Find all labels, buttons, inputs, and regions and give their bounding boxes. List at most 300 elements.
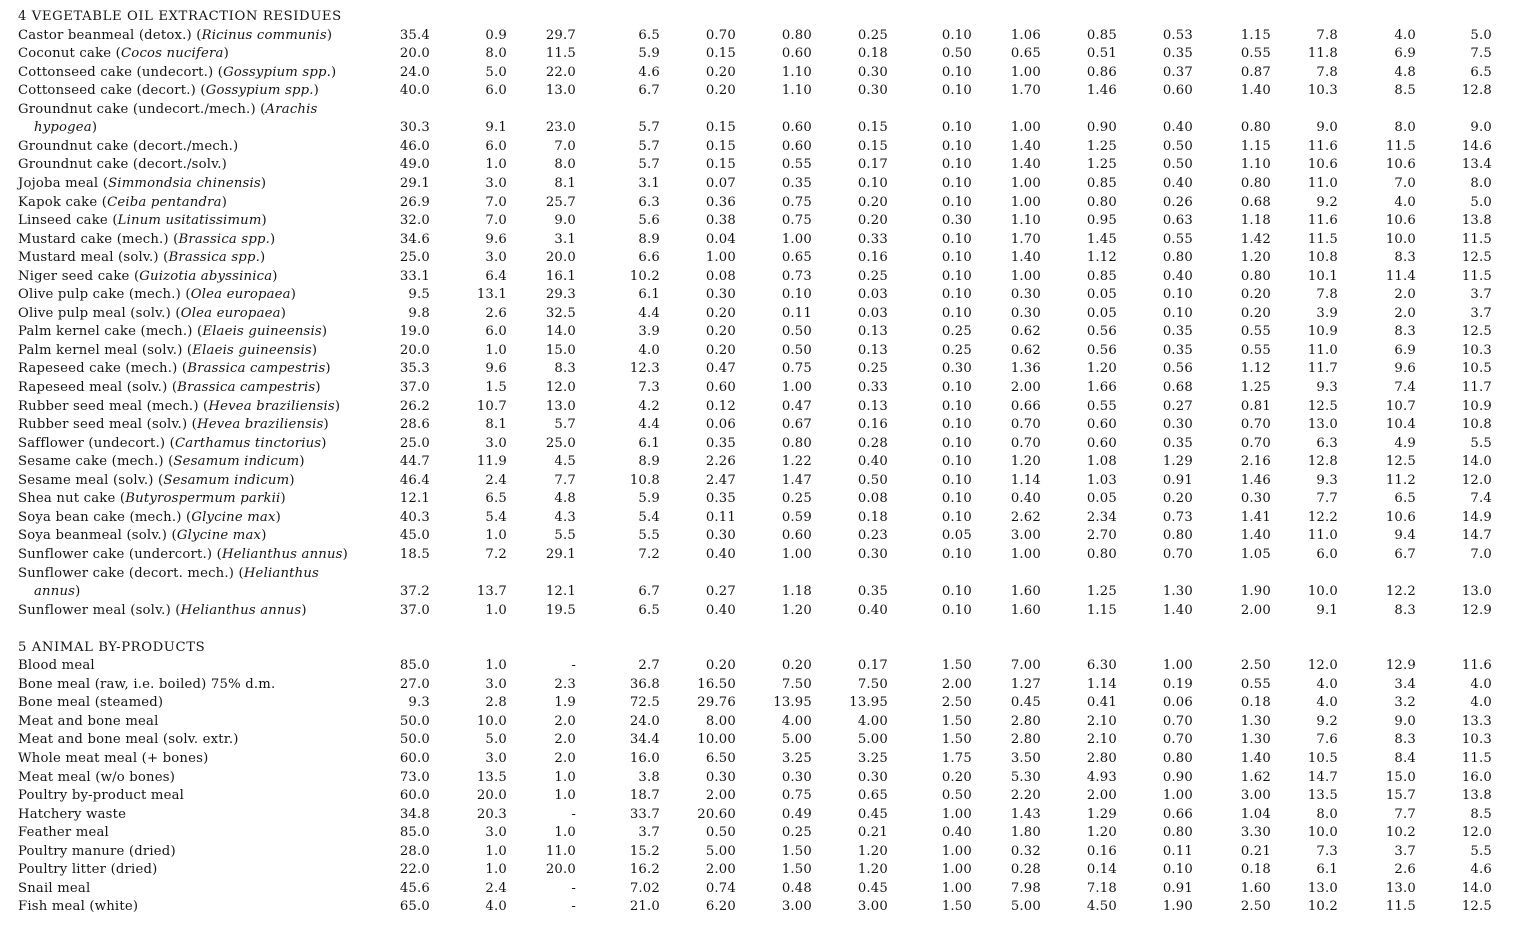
value-cell: 1.90	[1162, 899, 1193, 915]
table-row	[0, 898, 1521, 916]
value-cell: 0.59	[781, 509, 812, 525]
value-cell: 4.0	[1470, 676, 1492, 692]
value-cell: 1.15	[1086, 602, 1117, 618]
value-cell: 1.0	[485, 157, 507, 173]
value-cell: 1.15	[1240, 27, 1271, 43]
value-cell: 2.00	[1240, 602, 1271, 618]
value-cell: 0.15	[705, 157, 736, 173]
value-cell: 2.50	[941, 695, 972, 711]
value-cell: 0.36	[705, 194, 736, 210]
value-cell: 0.87	[1240, 64, 1271, 80]
value-cell: 4.4	[638, 305, 660, 321]
entry-name	[18, 175, 266, 193]
value-cell: 1.22	[781, 454, 812, 470]
value-cell: 5.00	[705, 843, 736, 859]
value-cell: 0.62	[1010, 324, 1041, 340]
value-cell: 6.1	[638, 435, 660, 451]
species-name: Helianthus annus	[180, 602, 302, 618]
species-name: Hevea braziliensis	[197, 417, 324, 433]
value-cell: 0.50	[1162, 157, 1193, 173]
value-cell: 7.2	[485, 546, 507, 562]
value-cell: 0.37	[1162, 64, 1193, 80]
value-cell: 20.0	[399, 46, 430, 62]
value-cell: 6.6	[638, 250, 660, 266]
value-cell: 2.00	[705, 862, 736, 878]
species-name: Linum usitatissimum	[117, 213, 262, 229]
value-cell: 37.0	[399, 380, 430, 395]
entry-text: Feather meal	[18, 825, 109, 841]
value-cell: 0.80	[1162, 528, 1193, 544]
table-row	[0, 861, 1521, 879]
section-heading	[0, 8, 1521, 26]
value-cell: 12.5	[1461, 250, 1492, 266]
entry-name	[18, 249, 265, 267]
value-cell: 3.00	[1010, 528, 1041, 544]
value-cell: 0.21	[857, 825, 888, 841]
value-cell: 4.9	[1394, 435, 1416, 451]
value-cell: 3.1	[638, 175, 660, 191]
species-name: Olea europaea	[180, 305, 281, 321]
value-cell: 0.25	[781, 825, 812, 841]
value-cell: 0.10	[941, 120, 972, 136]
value-cell: 6.0	[1316, 546, 1338, 562]
value-cell: 7.6	[1316, 732, 1338, 748]
value-cell: 1.90	[1240, 584, 1271, 600]
value-cell: 0.23	[857, 528, 888, 544]
value-cell: 0.06	[1162, 695, 1193, 711]
value-cell: 0.25	[857, 27, 888, 43]
value-cell: 72.5	[629, 695, 660, 711]
value-cell: 1.20	[857, 843, 888, 859]
value-cell: 5.0	[1470, 194, 1492, 210]
value-cell: 0.20	[705, 342, 736, 358]
value-cell: 10.6	[1385, 157, 1416, 173]
entry-name	[18, 731, 239, 749]
value-cell: 0.73	[1162, 509, 1193, 525]
value-cell: 11.2	[1385, 472, 1416, 488]
value-cell: 0.60	[781, 528, 812, 544]
value-cell: 20.3	[476, 806, 507, 822]
entry-text: Bone meal (steamed)	[18, 695, 164, 711]
value-cell: 40.0	[399, 83, 430, 99]
value-cell: 0.50	[941, 788, 972, 804]
value-cell: 9.0	[1316, 120, 1338, 136]
value-cell: 14.0	[545, 324, 576, 340]
value-cell: 8.1	[554, 175, 576, 191]
value-cell: 1.50	[781, 862, 812, 878]
value-cell: 0.51	[1086, 46, 1117, 62]
value-cell: 0.20	[1240, 305, 1271, 321]
value-cell: 11.5	[1385, 899, 1416, 915]
value-cell: 2.34	[1086, 509, 1117, 525]
value-cell: 0.40	[1162, 175, 1193, 191]
value-cell: 0.68	[1240, 194, 1271, 210]
value-cell: 0.55	[1240, 46, 1271, 62]
value-cell: 1.10	[781, 83, 812, 99]
value-cell: 0.90	[1162, 769, 1193, 785]
value-cell: 3.0	[485, 435, 507, 451]
table-row	[0, 509, 1521, 527]
value-cell: 11.5	[1461, 231, 1492, 247]
entry-name	[18, 843, 176, 861]
value-cell: 9.1	[485, 120, 507, 136]
value-cell: 0.30	[941, 213, 972, 229]
value-cell: 0.73	[781, 268, 812, 284]
value-cell: 12.5	[1461, 899, 1492, 915]
value-cell: 4.0	[1394, 194, 1416, 210]
species-name: Glycine max	[176, 528, 262, 544]
entry-text: Olive pulp cake (mech.) (	[18, 287, 191, 303]
value-cell: 0.70	[1240, 435, 1271, 451]
value-cell: 1.12	[1240, 361, 1271, 377]
value-cell: 0.33	[857, 380, 888, 395]
value-cell: 1.00	[781, 546, 812, 562]
value-cell: 12.0	[1461, 825, 1492, 841]
value-cell: 1.00	[941, 843, 972, 859]
value-cell: 1.25	[1086, 138, 1117, 154]
value-cell: 1.00	[1010, 64, 1041, 80]
value-cell: 29.7	[545, 27, 576, 43]
value-cell: 2.00	[705, 788, 736, 804]
value-cell: 0.68	[1162, 380, 1193, 395]
value-cell: 0.35	[857, 584, 888, 600]
value-cell: 10.3	[1461, 342, 1492, 358]
value-cell: 12.5	[1385, 454, 1416, 470]
value-cell: 0.15	[857, 138, 888, 154]
entry-text: Meat meal (w/o bones)	[18, 769, 176, 785]
value-cell: 1.00	[1010, 175, 1041, 191]
value-cell: 0.41	[1086, 695, 1117, 711]
entry-text: Safflower (undecort.) (	[18, 435, 175, 451]
value-cell: 0.11	[781, 305, 812, 321]
species-name: Ricinus communis	[201, 27, 327, 43]
value-cell: 0.10	[941, 398, 972, 414]
value-cell: 1.00	[941, 880, 972, 896]
value-cell: 7.0	[1394, 175, 1416, 191]
value-cell: 0.80	[1240, 175, 1271, 191]
species-name: Brassica campestris	[177, 380, 316, 395]
value-cell: 0.21	[1240, 843, 1271, 859]
value-cell: 7.3	[638, 380, 660, 395]
entry-text: )	[325, 361, 331, 377]
value-cell: 3.00	[781, 899, 812, 915]
entry-name	[18, 156, 227, 174]
entry-name	[18, 509, 281, 527]
value-cell: 9.2	[1316, 194, 1338, 210]
value-cell: 6.7	[1394, 546, 1416, 562]
value-cell: 0.30	[857, 769, 888, 785]
entry-text: Soya bean cake (mech.) (	[18, 509, 192, 525]
entry-name	[18, 657, 95, 675]
value-cell: 9.0	[1470, 120, 1492, 136]
value-cell: 1.00	[1010, 268, 1041, 284]
entry-text: Jojoba meal (	[18, 175, 109, 191]
value-cell: 0.70	[1010, 435, 1041, 451]
value-cell: 0.55	[1086, 398, 1117, 414]
table-row	[0, 435, 1521, 453]
species-name: Cocos nucifera	[121, 46, 224, 62]
value-cell: 0.95	[1086, 213, 1117, 229]
table-row	[0, 843, 1521, 861]
value-cell: 0.10	[941, 138, 972, 154]
value-cell: 2.00	[1086, 788, 1117, 804]
entry-text: )	[223, 46, 229, 62]
value-cell: 1.70	[1010, 83, 1041, 99]
value-cell: -	[571, 658, 576, 674]
value-cell: 10.6	[1385, 509, 1416, 525]
entry-name	[18, 824, 109, 842]
value-cell: 37.2	[399, 584, 430, 600]
value-cell: 0.90	[1086, 120, 1117, 136]
value-cell: 8.3	[1394, 250, 1416, 266]
value-cell: 8.0	[485, 46, 507, 62]
value-cell: 3.25	[781, 751, 812, 766]
entry-text: Cottonseed cake (undecort.) (	[18, 64, 224, 80]
value-cell: 0.70	[1162, 546, 1193, 562]
value-cell: 0.10	[941, 546, 972, 562]
value-cell: 4.3	[554, 509, 576, 525]
value-cell: 5.5	[1470, 843, 1492, 859]
table-row	[0, 305, 1521, 323]
value-cell: 0.26	[1162, 194, 1193, 210]
value-cell: 29.1	[399, 175, 430, 191]
value-cell: 21.0	[629, 899, 660, 915]
value-cell: 7.2	[638, 546, 660, 562]
value-cell: 11.0	[1307, 175, 1338, 191]
value-cell: 22.0	[545, 64, 576, 80]
value-cell: 13.5	[476, 769, 507, 785]
value-cell: 20.0	[476, 788, 507, 804]
value-cell: 50.0	[399, 713, 430, 729]
value-cell: 0.12	[705, 398, 736, 414]
value-cell: 2.20	[1010, 788, 1041, 804]
value-cell: 0.20	[781, 658, 812, 674]
value-cell: 34.8	[399, 806, 430, 822]
value-cell: 3.9	[1316, 305, 1338, 321]
value-cell: 0.30	[857, 64, 888, 80]
value-cell: 12.3	[629, 361, 660, 377]
value-cell: 29.3	[545, 287, 576, 303]
entry-text: )	[259, 250, 266, 266]
value-cell: 0.10	[941, 380, 972, 395]
value-cell: 0.80	[781, 435, 812, 451]
value-cell: 0.47	[705, 361, 736, 377]
value-cell: 10.3	[1307, 83, 1338, 99]
value-cell: 10.0	[1307, 825, 1338, 841]
entry-name	[18, 101, 318, 119]
value-cell: 13.0	[545, 83, 576, 99]
value-cell: 26.2	[399, 398, 430, 414]
table-row	[0, 194, 1521, 212]
value-cell: 12.9	[1461, 602, 1492, 618]
value-cell: 1.0	[554, 825, 576, 841]
entry-text: )	[272, 268, 278, 284]
value-cell: 5.30	[1010, 769, 1041, 785]
entry-text: )	[221, 194, 228, 210]
value-cell: 0.20	[705, 64, 736, 80]
value-cell: 8.9	[638, 454, 660, 470]
entry-text: Groundnut cake (undecort./mech.) (	[18, 101, 266, 117]
value-cell: 1.40	[1010, 138, 1041, 154]
value-cell: 1.29	[1162, 454, 1193, 470]
value-cell: 0.67	[781, 417, 812, 433]
value-cell: 13.4	[1461, 157, 1492, 173]
value-cell: 0.65	[857, 788, 888, 804]
value-cell: 8.3	[1394, 324, 1416, 340]
value-cell: 0.20	[857, 213, 888, 229]
value-cell: 0.10	[941, 250, 972, 266]
value-cell: 0.35	[1162, 435, 1193, 451]
table-row	[0, 138, 1521, 156]
value-cell: 0.10	[1162, 862, 1193, 878]
value-cell: 0.35	[781, 175, 812, 191]
entry-text: )	[331, 64, 337, 80]
value-cell: 1.03	[1086, 472, 1117, 488]
value-cell: 13.95	[773, 695, 812, 711]
value-cell: 13.1	[476, 287, 507, 303]
value-cell: 0.55	[781, 157, 812, 173]
value-cell: 4.0	[1394, 27, 1416, 43]
value-cell: 5.5	[638, 528, 660, 544]
value-cell: 9.3	[408, 695, 430, 711]
value-cell: 11.6	[1307, 213, 1338, 229]
value-cell: 10.6	[1385, 213, 1416, 229]
entry-name	[18, 435, 327, 453]
value-cell: 6.9	[1394, 46, 1416, 62]
value-cell: 6.5	[638, 27, 660, 43]
value-cell: 1.27	[1010, 676, 1041, 692]
table-row	[0, 731, 1521, 749]
value-cell: 1.0	[485, 528, 507, 544]
value-cell: 2.26	[705, 454, 736, 470]
value-cell: 26.9	[399, 194, 430, 210]
entry-text: Meat and bone meal (solv. extr.)	[18, 732, 239, 748]
value-cell: 0.9	[485, 27, 507, 43]
entry-text: Whole meat meal (+ bones)	[18, 751, 209, 766]
species-name: Helianthus	[243, 565, 320, 581]
value-cell: 2.16	[1240, 454, 1271, 470]
value-cell: 16.0	[629, 751, 660, 766]
value-cell: 4.50	[1086, 899, 1117, 915]
value-cell: 14.7	[1307, 769, 1338, 785]
value-cell: 2.0	[554, 732, 576, 748]
value-cell: 1.20	[1086, 361, 1117, 377]
value-cell: 2.70	[1086, 528, 1117, 544]
entry-text: Sunflower cake (undercort.) (	[18, 546, 222, 562]
value-cell: 10.00	[697, 732, 736, 748]
value-cell: 0.25	[941, 342, 972, 358]
value-cell: 1.00	[941, 862, 972, 878]
value-cell: 0.10	[941, 175, 972, 191]
value-cell: 27.0	[399, 676, 430, 692]
value-cell: 10.9	[1307, 324, 1338, 340]
value-cell: 3.7	[638, 825, 660, 841]
value-cell: 5.0	[485, 64, 507, 80]
value-cell: 0.07	[705, 175, 736, 191]
value-cell: 0.60	[781, 46, 812, 62]
table-row	[0, 565, 1521, 583]
table-row	[0, 880, 1521, 898]
entry-text: Mustard cake (mech.) (	[18, 231, 179, 247]
value-cell: 1.20	[1240, 250, 1271, 266]
value-cell: 0.50	[1162, 138, 1193, 154]
value-cell: 1.15	[1240, 138, 1271, 154]
value-cell: 25.0	[545, 435, 576, 451]
entry-text: )	[270, 231, 276, 247]
value-cell: 1.10	[781, 64, 812, 80]
table-row	[0, 806, 1521, 824]
value-cell: 15.7	[1385, 788, 1416, 804]
value-cell: 11.9	[476, 454, 507, 470]
entry-text: Fish meal (white)	[18, 899, 139, 915]
value-cell: 7.18	[1086, 880, 1117, 896]
species-name: Brassica campestris	[187, 361, 326, 377]
value-cell: 1.40	[1240, 528, 1271, 544]
value-cell: 7.00	[1010, 658, 1041, 674]
value-cell: 10.8	[1461, 417, 1492, 433]
table-row	[0, 212, 1521, 230]
value-cell: 0.74	[705, 880, 736, 896]
value-cell: 5.7	[638, 120, 660, 136]
value-cell: 25.0	[399, 435, 430, 451]
value-cell: 0.30	[1010, 305, 1041, 321]
value-cell: 1.60	[1240, 880, 1271, 896]
value-cell: 1.50	[941, 732, 972, 748]
value-cell: 6.5	[1394, 491, 1416, 507]
value-cell: 29.76	[697, 695, 736, 711]
value-cell: 9.8	[408, 305, 430, 321]
entry-text: Snail meal	[18, 880, 91, 896]
value-cell: 11.5	[1461, 268, 1492, 284]
value-cell: 1.45	[1086, 231, 1117, 247]
value-cell: 16.2	[629, 862, 660, 878]
value-cell: 0.40	[857, 602, 888, 618]
value-cell: 9.2	[1316, 713, 1338, 729]
value-cell: 0.60	[781, 138, 812, 154]
value-cell: 0.10	[941, 454, 972, 470]
value-cell: 0.20	[1240, 287, 1271, 303]
entry-text: Kapok cake (	[18, 194, 108, 210]
value-cell: 0.03	[857, 287, 888, 303]
value-cell: 7.0	[485, 213, 507, 229]
value-cell: 6.3	[1316, 435, 1338, 451]
value-cell: 0.35	[1162, 324, 1193, 340]
value-cell: 6.5	[638, 602, 660, 618]
value-cell: 2.0	[554, 751, 576, 766]
value-cell: 6.4	[485, 268, 507, 284]
entry-name	[18, 27, 332, 45]
value-cell: 11.5	[1307, 231, 1338, 247]
value-cell: 0.85	[1086, 175, 1117, 191]
value-cell: 4.93	[1086, 769, 1117, 785]
value-cell: 0.40	[1162, 268, 1193, 284]
entry-text: Poultry by-product meal	[18, 788, 185, 804]
value-cell: 0.50	[857, 472, 888, 488]
value-cell: 14.9	[1461, 509, 1492, 525]
value-cell: 4.8	[554, 491, 576, 507]
value-cell: 0.30	[781, 769, 812, 785]
table-row	[0, 249, 1521, 267]
value-cell: 1.25	[1086, 584, 1117, 600]
entry-name	[18, 194, 227, 212]
value-cell: 0.30	[941, 361, 972, 377]
value-cell: 5.5	[1470, 435, 1492, 451]
value-cell: 1.0	[554, 769, 576, 785]
value-cell: 1.80	[1010, 825, 1041, 841]
value-cell: 10.2	[1307, 899, 1338, 915]
value-cell: 13.0	[1385, 880, 1416, 896]
value-cell: 20.0	[545, 250, 576, 266]
